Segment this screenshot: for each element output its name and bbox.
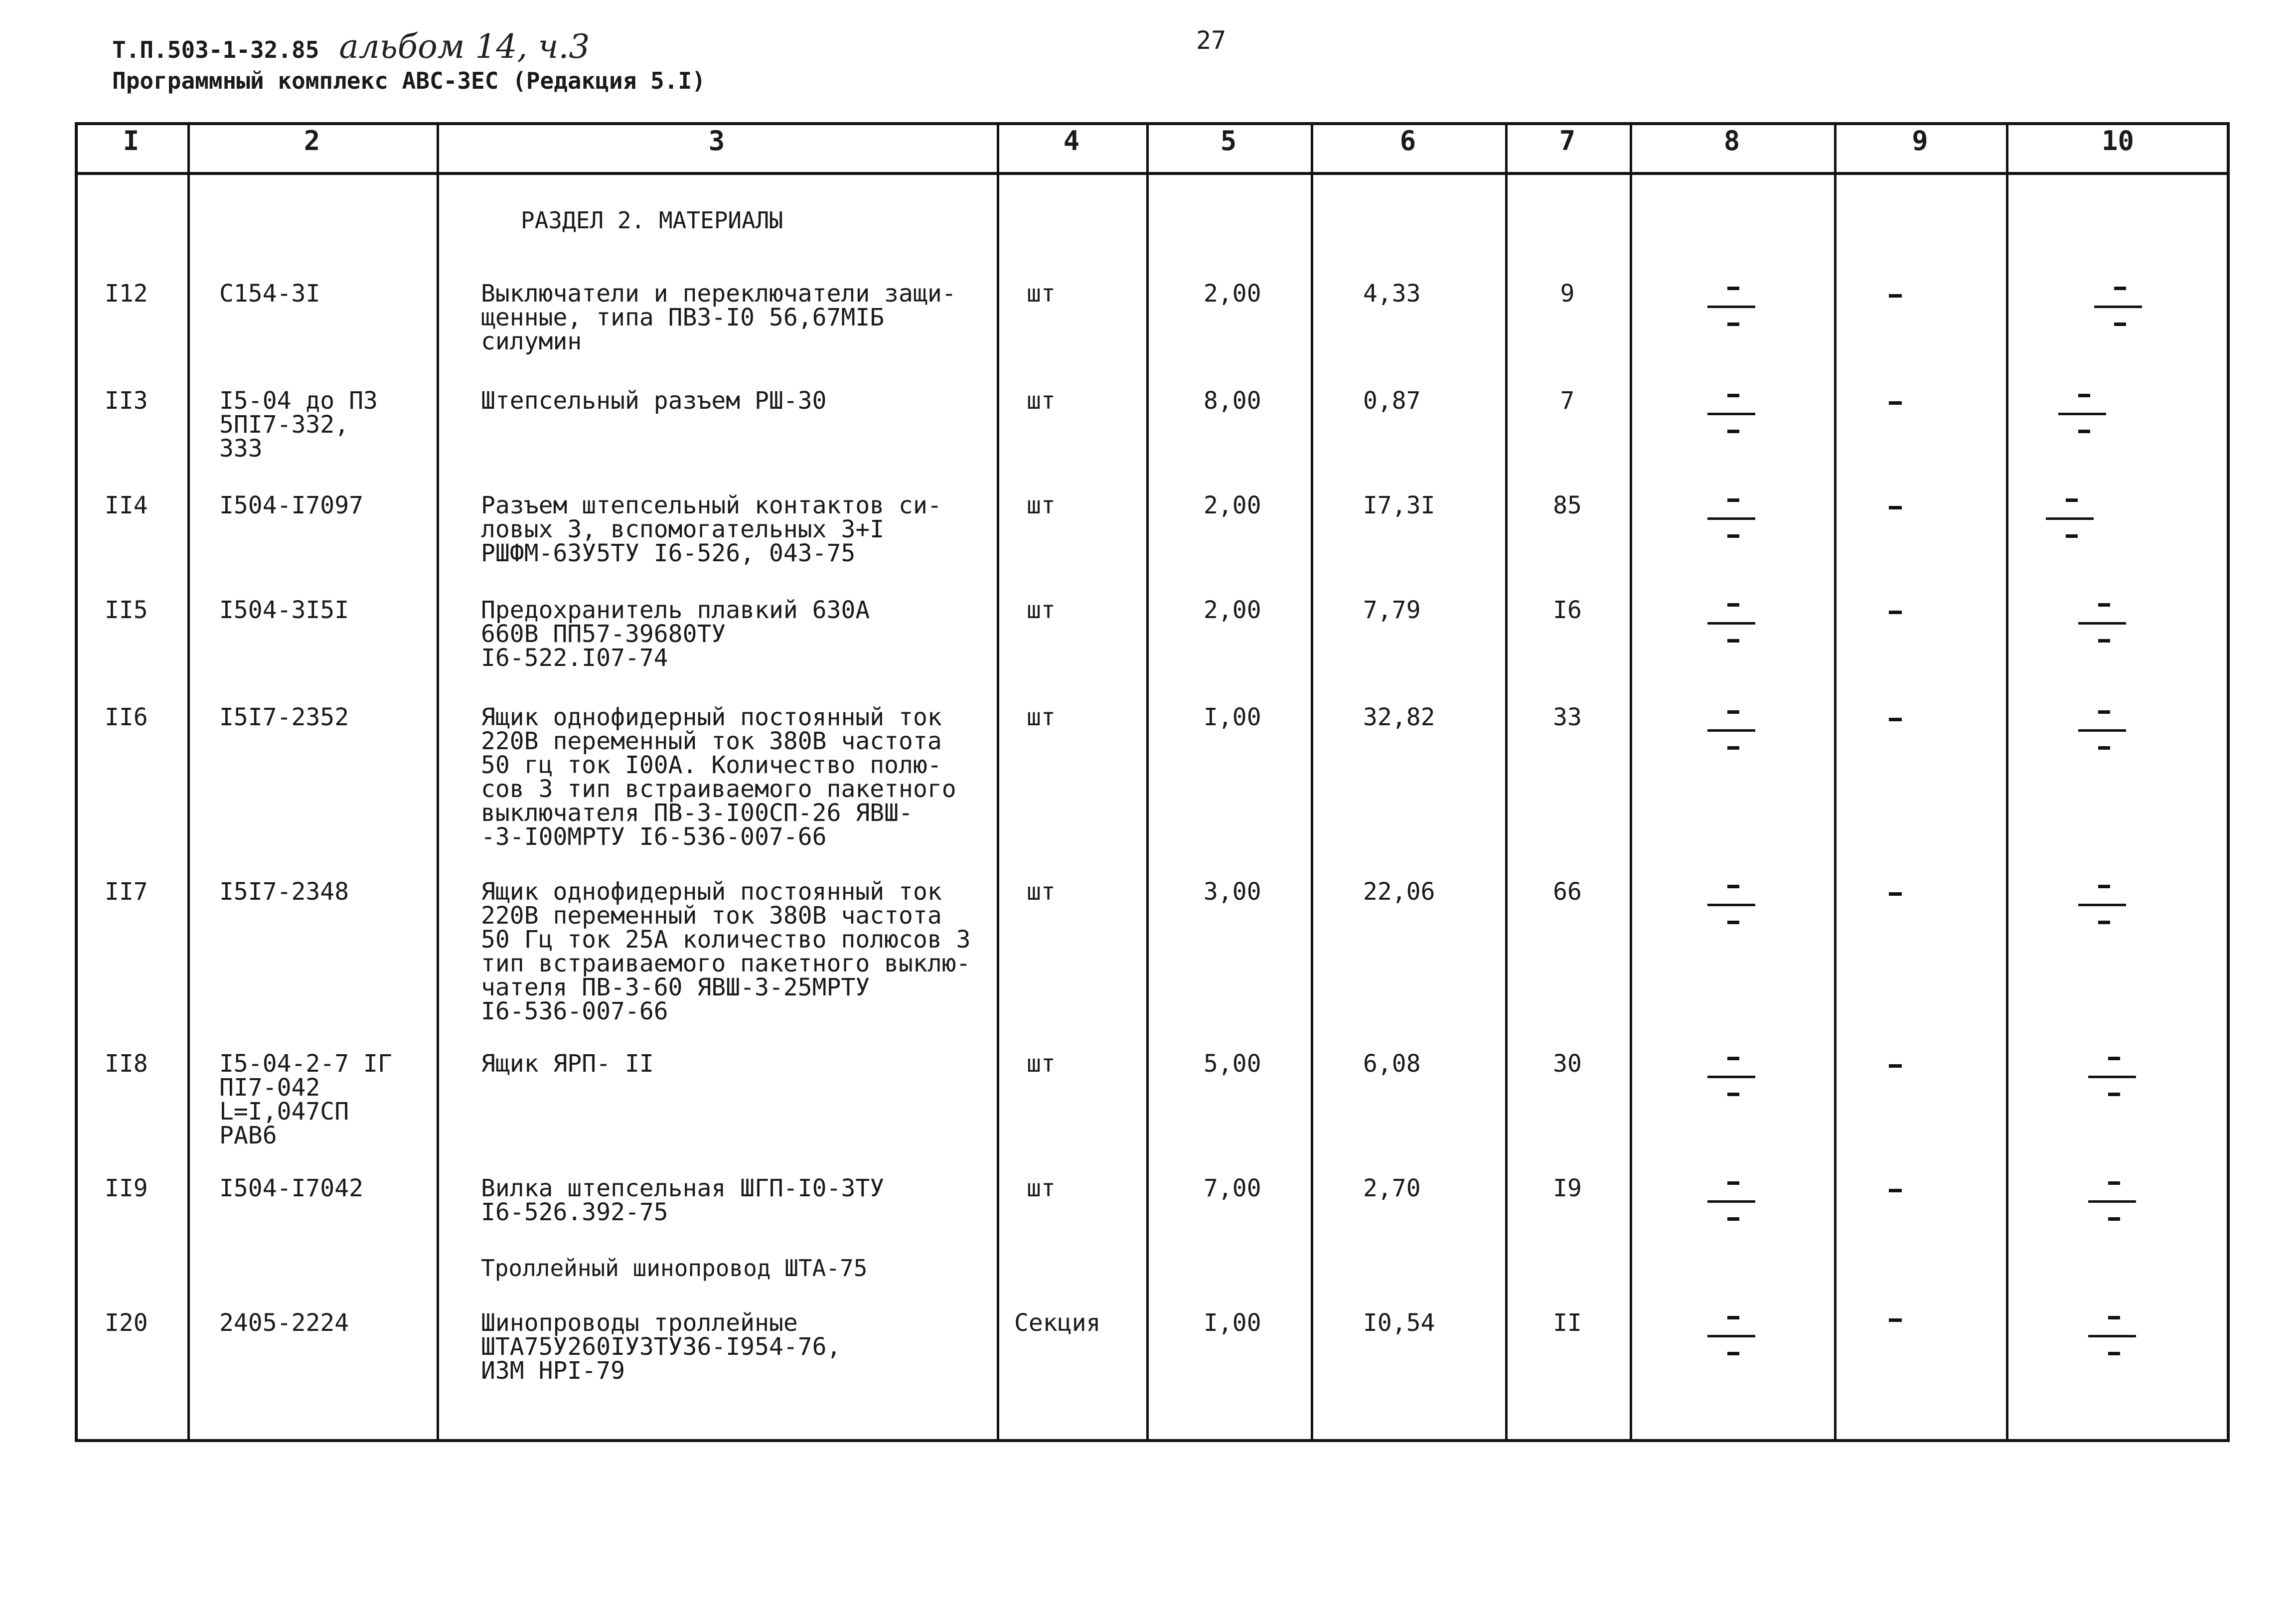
row-number: ІІ3	[105, 387, 148, 415]
row-unit: шт	[1027, 1174, 1056, 1202]
col-header-6: 6	[1399, 125, 1416, 157]
dash-mark	[1889, 892, 1902, 896]
row-total: І6	[1553, 596, 1582, 624]
row-unit: шт	[1027, 280, 1056, 308]
col-divider	[2006, 122, 2008, 1442]
row-name: Предохранитель плавкий 630А 660В ПП57-39680ТУ І6-522.І07-74	[481, 596, 870, 672]
col-header-5: 5	[1220, 125, 1237, 157]
col-divider	[437, 122, 439, 1442]
row-price: 7,79	[1363, 596, 1421, 624]
header-separator	[75, 172, 2230, 175]
row-number: І12	[105, 280, 148, 308]
row-total: І9	[1553, 1174, 1582, 1202]
fraction-mark	[1707, 1181, 1755, 1226]
col-header-4: 4	[1063, 125, 1080, 157]
fraction-mark	[1707, 1316, 1755, 1361]
col-divider	[1630, 122, 1632, 1442]
col-header-1: І	[123, 125, 140, 157]
fraction-mark	[1707, 603, 1755, 648]
row-name: Ящик однофидерный постоянный ток 220В переменный ток 380В частота 50 гц ток І00А. Количество полю- сов 3 тип встраиваемого пакетного выключателя ПВ-3-І00СП-26 ЯВШ- -3-І00МРТУ І6-536-007-66	[481, 703, 956, 851]
col-header-7: 7	[1559, 125, 1576, 157]
page-number: 27	[1196, 26, 1226, 55]
row-price: 0,87	[1363, 387, 1421, 415]
row-number: І20	[105, 1309, 148, 1337]
row-total: ІІ	[1553, 1309, 1582, 1337]
row-name: Выключатели и переключатели защи- щенные, типа ПВЗ-І0 56,67МІБ силумин	[481, 280, 956, 355]
row-qty: І,00	[1204, 1309, 1261, 1337]
row-qty: 2,00	[1204, 491, 1261, 519]
fraction-mark	[2058, 394, 2106, 439]
row-unit: Секция	[1014, 1309, 1101, 1337]
fraction-mark	[1707, 394, 1755, 439]
table-border	[75, 122, 2230, 1442]
fraction-mark	[2078, 710, 2126, 755]
row-total: 66	[1553, 878, 1582, 906]
document-ref: Т.П.503-1-32.85	[112, 36, 319, 63]
dash-mark	[1889, 1064, 1902, 1068]
row-name: Штепсельный разъем РШ-30	[481, 387, 827, 415]
program-title: Программный комплекс АВС-3ЕС (Редакция 5.І)	[112, 67, 706, 94]
fraction-mark	[1707, 287, 1755, 331]
row-unit: шт	[1027, 491, 1056, 519]
row-qty: 8,00	[1204, 387, 1261, 415]
row-code: І504-І7042	[219, 1174, 363, 1202]
row-code: І5-04-2-7 ІГ ПІ7-042 L=І,047СП РАВ6	[219, 1050, 392, 1149]
col-header-8: 8	[1723, 125, 1740, 157]
fraction-mark	[2046, 498, 2094, 543]
document-ref-line	[112, 27, 590, 66]
row-price: І7,3І	[1363, 491, 1435, 519]
row-price: 2,70	[1363, 1174, 1421, 1202]
materials-table	[75, 122, 2230, 1442]
col-divider	[187, 122, 190, 1442]
row-qty: 7,00	[1204, 1174, 1261, 1202]
dash-mark	[1889, 401, 1902, 405]
row-total: 30	[1553, 1050, 1582, 1078]
col-header-10: 10	[2101, 125, 2135, 157]
row-unit: шт	[1027, 387, 1056, 415]
row-qty: 2,00	[1204, 280, 1261, 308]
fraction-mark	[2078, 603, 2126, 648]
dash-mark	[1889, 1318, 1902, 1322]
dash-mark	[1889, 1189, 1902, 1192]
row-number: ІІ6	[105, 703, 148, 731]
col-divider	[1505, 122, 1508, 1442]
row-price: 6,08	[1363, 1050, 1421, 1078]
row-unit: шт	[1027, 878, 1056, 906]
row-number: ІІ8	[105, 1050, 148, 1078]
section-title-trolley: Троллейный шинопровод ШТА-75	[481, 1255, 868, 1282]
row-unit: шт	[1027, 1050, 1056, 1078]
row-unit: шт	[1027, 596, 1056, 624]
row-name: Вилка штепсельная ШГП-І0-3ТУ І6-526.392-75	[481, 1174, 885, 1226]
row-qty: 2,00	[1204, 596, 1261, 624]
dash-mark	[1889, 294, 1902, 298]
fraction-mark	[2088, 1181, 2136, 1226]
dash-mark	[1889, 506, 1902, 509]
fraction-mark	[1707, 710, 1755, 755]
row-code: І504-3І5І	[219, 596, 349, 624]
row-code: І5І7-2348	[219, 878, 349, 906]
row-total: 85	[1553, 491, 1582, 519]
dash-mark	[1889, 718, 1902, 721]
row-number: ІІ9	[105, 1174, 148, 1202]
row-code: І5-04 до ПЗ 5ПІ7-332, 333	[219, 387, 378, 463]
fraction-mark	[2088, 1316, 2136, 1361]
row-code: І5І7-2352	[219, 703, 349, 731]
row-name: Ящик однофидерный постоянный ток 220В переменный ток 380В частота 50 Гц ток 25А количество полюсов 3 тип встраиваемого пакетного выклю- чателя ПВ-3-60 ЯВШ-3-25МРТУ І6-536-007-66	[481, 878, 971, 1025]
row-number: ІІ4	[105, 491, 148, 519]
dash-mark	[1889, 611, 1902, 614]
row-name: Ящик ЯРП- ІІ	[481, 1050, 654, 1078]
fraction-mark	[2088, 1057, 2136, 1102]
col-divider	[1834, 122, 1837, 1442]
row-number: ІІ5	[105, 596, 148, 624]
row-name: Разъем штепсельный контактов си- ловых 3, вспомогательных 3+І РШФМ-63У5ТУ І6-526, 043-75	[481, 491, 942, 567]
fraction-mark	[2078, 885, 2126, 930]
album-handwritten-note: альбом 14, ч.3	[339, 27, 590, 66]
col-header-3: 3	[708, 125, 725, 157]
row-total: 33	[1553, 703, 1582, 731]
fraction-mark	[1707, 885, 1755, 930]
row-code: С154-3І	[219, 280, 320, 308]
col-divider	[1311, 122, 1313, 1442]
row-qty: І,00	[1204, 703, 1261, 731]
col-header-2: 2	[304, 125, 320, 157]
fraction-mark	[1707, 498, 1755, 543]
row-qty: 3,00	[1204, 878, 1261, 906]
row-number: ІІ7	[105, 878, 148, 906]
row-total: 7	[1560, 387, 1575, 415]
row-price: 32,82	[1363, 703, 1435, 731]
row-qty: 5,00	[1204, 1050, 1261, 1078]
fraction-mark	[2094, 287, 2142, 331]
row-total: 9	[1560, 280, 1575, 308]
row-code: І504-І7097	[219, 491, 363, 519]
row-price: 4,33	[1363, 280, 1421, 308]
row-name: Шинопроводы троллейные ШТА75У260ІУ3ТУ36-І954-76, ИЗМ НРІ-79	[481, 1309, 841, 1385]
col-divider	[997, 122, 999, 1442]
fraction-mark	[1707, 1057, 1755, 1102]
col-header-9: 9	[1912, 125, 1928, 157]
col-divider	[1146, 122, 1149, 1442]
row-code: 2405-2224	[219, 1309, 349, 1337]
row-price: 22,06	[1363, 878, 1435, 906]
row-price: І0,54	[1363, 1309, 1435, 1337]
row-unit: шт	[1027, 703, 1056, 731]
section-title-materials: РАЗДЕЛ 2. МАТЕРИАЛЫ	[521, 207, 783, 234]
